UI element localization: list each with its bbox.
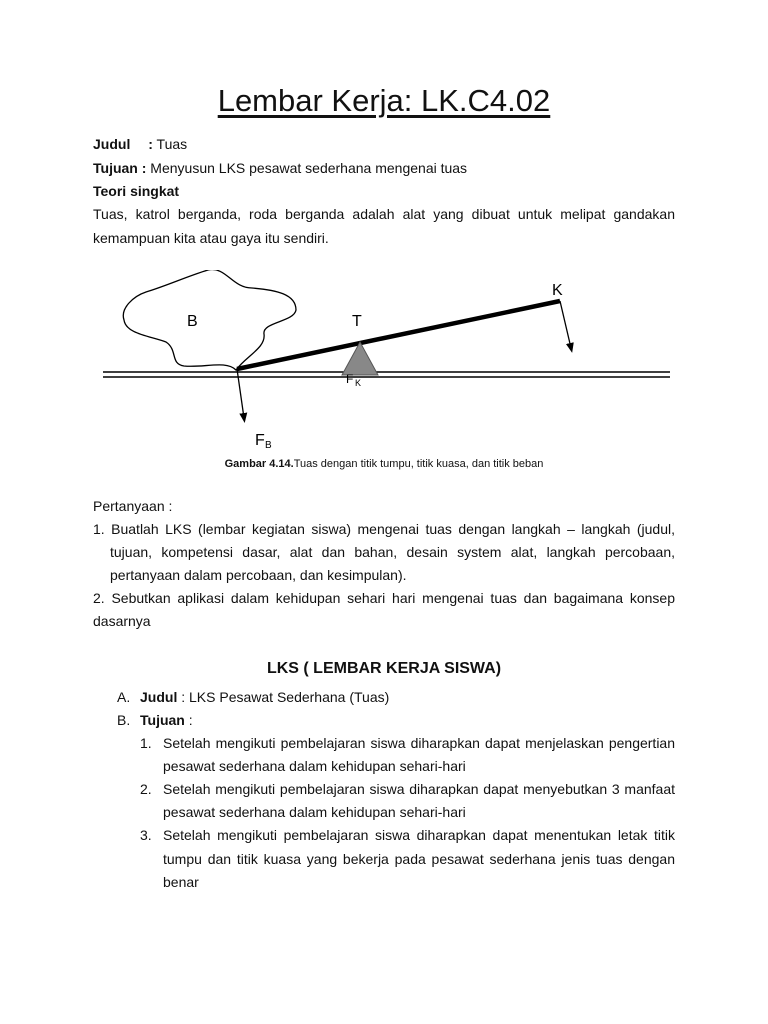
label-b: B [187,313,198,330]
lks-b-label: Tujuan [140,712,185,728]
label-fb: F [255,432,265,449]
lks-b-row [140,709,193,732]
q1-line-1: 1. Buatlah LKS (lembar kegiatan siswa) mengenai tuas dengan langkah – langkah (judul, [93,521,675,537]
q1-line-3: pertanyaan dalam percobaan, dan kesimpulan). [110,567,407,583]
label-fk: F [346,372,354,386]
goal-1-number: 1. [140,735,152,751]
rock-load-shape [123,270,296,370]
teori-heading: Teori singkat [93,183,180,199]
teori-line-2: kemampuan kita atau gaya itu sendiri. [93,230,329,246]
label-fb-sub: B [265,440,272,451]
goal-2-number: 2. [140,781,152,797]
lks-a-row [140,686,389,709]
label-fk-sub: K [355,378,362,388]
lks-b-value: : [184,712,193,728]
lks-b-marker: B. [117,712,131,728]
goal-1-line-2: pesawat sederhana dalam kehidupan sehari-hari [163,758,466,774]
goal-3-line-1: Setelah mengikuti pembelajaran siswa diharapkan dapat menentukan letak titik [163,827,675,843]
goal-2-line-1: Setelah mengikuti pembelajaran siswa diharapkan dapat menyebutkan 3 manfaat [163,781,675,797]
lks-a-value: : LKS Pesawat Sederhana (Tuas) [177,689,390,705]
label-k: K [552,282,563,299]
tujuan-value: Menyusun LKS pesawat sederhana mengenai tuas [150,160,468,176]
force-arrow-k [560,301,571,348]
lever-bar [237,301,560,369]
lks-heading: LKS ( LEMBAR KERJA SISWA) [266,660,502,677]
judul-value: Tuas [156,136,188,152]
label-t: T [352,313,362,330]
caption-bold: Gambar 4.14. [224,458,294,470]
teori-line-1: Tuas, katrol berganda, roda berganda adalah alat yang dibuat untuk melipat gandakan [93,206,675,222]
judul-sep: : [148,136,153,152]
lks-a-label: Judul [140,689,178,705]
goal-3-line-2: tumpu dan titik kuasa yang bekerja pada pesawat sederhana jenis tuas dengan [163,851,675,867]
lks-a-marker: A. [117,689,131,705]
lever-figure [0,270,768,455]
judul-row [93,133,675,156]
judul-label: Judul [93,136,131,152]
q1-line-2: tujuan, kompetensi dasar, alat dan bahan, desain system alat, langkah percobaan, [110,544,675,560]
tujuan-label: Tujuan : [93,160,147,176]
tujuan-row [93,157,675,180]
pertanyaan-heading: Pertanyaan : [93,498,173,514]
goal-3-number: 3. [140,827,152,843]
goal-3-line-3: benar [163,874,199,890]
caption-text: Tuas dengan titik tumpu, titik kuasa, dan titik beban [293,458,544,470]
q2-line-1: 2. Sebutkan aplikasi dalam kehidupan sehari hari mengenai tuas dan bagaimana konsep [93,590,675,606]
page-title: Lembar Kerja: LK.C4.02 [217,83,551,118]
goal-1-line-1: Setelah mengikuti pembelajaran siswa diharapkan dapat menjelaskan pengertian [163,735,675,751]
figure-caption [0,456,768,472]
goal-2-line-2: pesawat sederhana dalam kehidupan sehari-hari [163,804,466,820]
q2-line-2: dasarnya [93,613,151,629]
